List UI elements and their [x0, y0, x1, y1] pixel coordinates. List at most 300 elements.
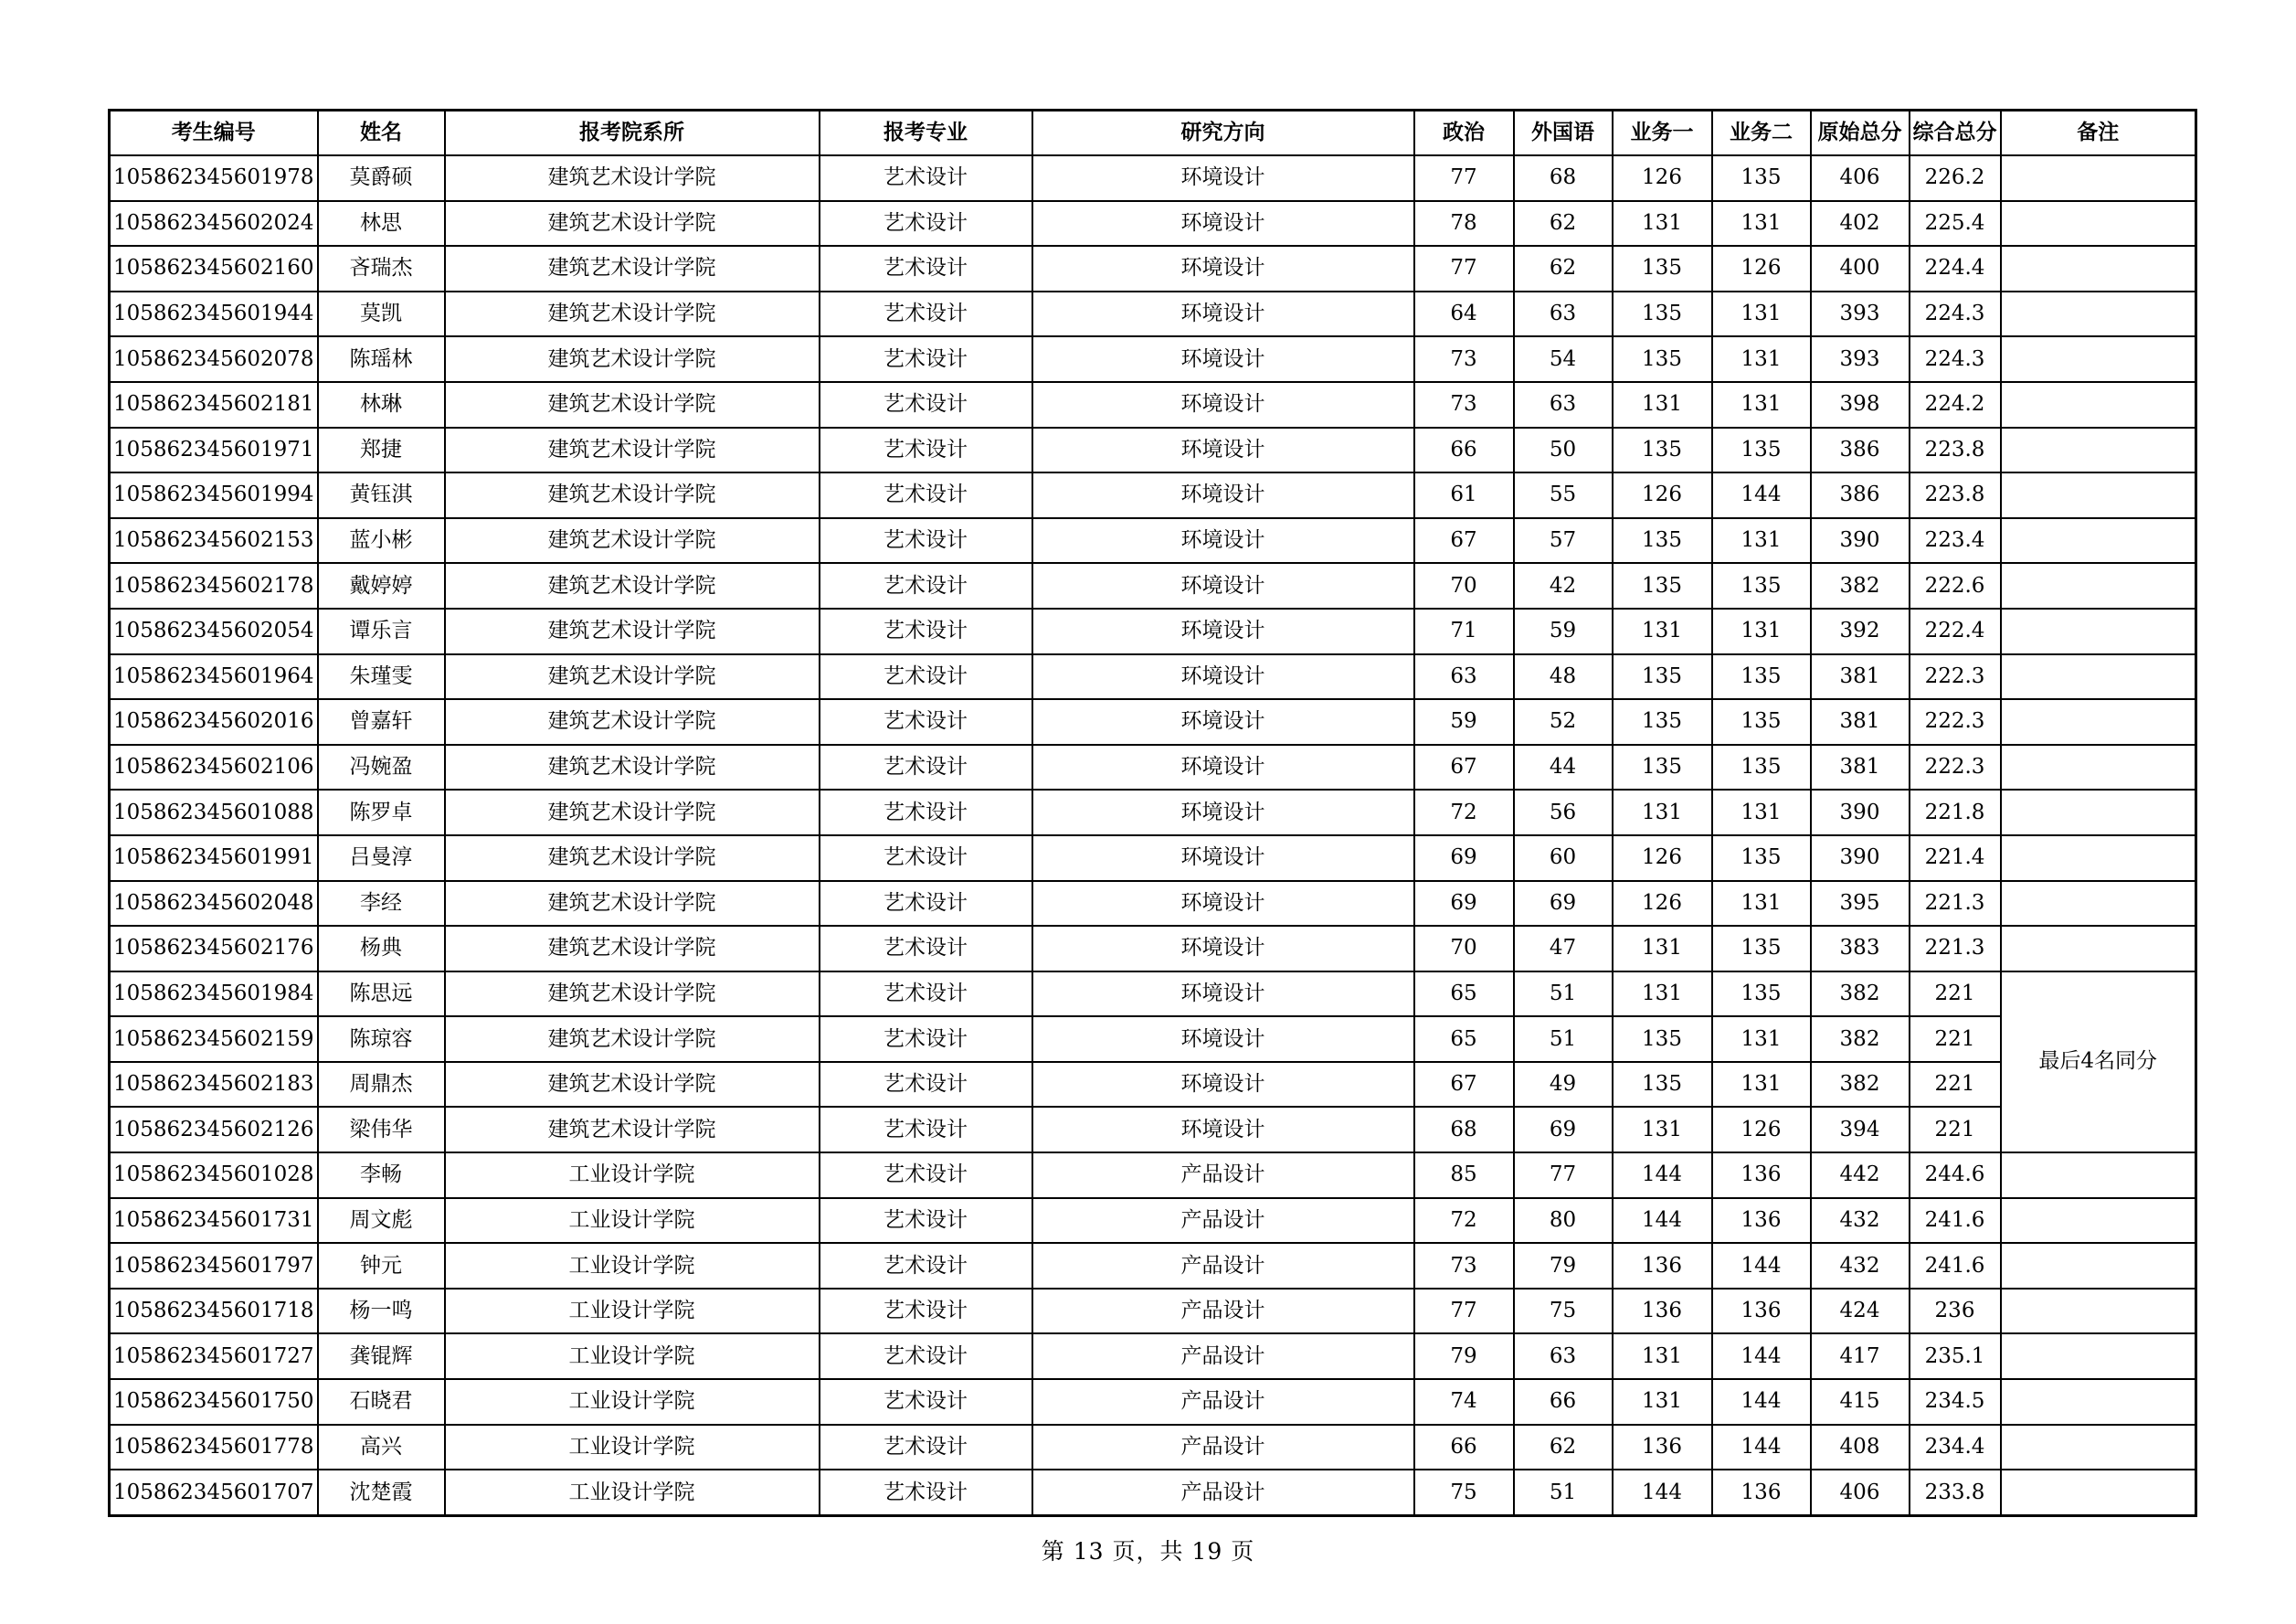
name-cell: 杨一鸣	[318, 1289, 445, 1334]
subject-1-cell: 135	[1613, 428, 1712, 473]
major-cell: 艺术设计	[820, 971, 1032, 1017]
department-cell: 工业设计学院	[445, 1333, 820, 1379]
subject-1-cell: 126	[1613, 835, 1712, 881]
table-row	[110, 1107, 2196, 1152]
research-direction-cell: 环境设计	[1032, 292, 1414, 337]
politics-cell: 75	[1414, 1470, 1514, 1515]
raw-total-cell: 395	[1811, 881, 1910, 927]
remarks-cell	[2001, 382, 2196, 428]
research-direction-cell: 产品设计	[1032, 1333, 1414, 1379]
department-cell: 建筑艺术设计学院	[445, 881, 820, 927]
subject-1-cell: 144	[1613, 1470, 1712, 1515]
raw-total-cell: 381	[1811, 654, 1910, 700]
politics-cell: 67	[1414, 518, 1514, 564]
subject-1-cell: 131	[1613, 1333, 1712, 1379]
name-cell: 杨典	[318, 926, 445, 971]
subject-2-cell: 131	[1712, 790, 1811, 835]
department-cell: 建筑艺术设计学院	[445, 201, 820, 247]
name-cell: 高兴	[318, 1425, 445, 1470]
table-row	[110, 518, 2196, 564]
header-name: 姓名	[318, 111, 445, 156]
name-cell: 朱瑾雯	[318, 654, 445, 700]
research-direction-cell: 环境设计	[1032, 609, 1414, 654]
composite-total-cell: 221	[1910, 1016, 2001, 1062]
exam-id-cell: 105862345602159	[110, 1016, 318, 1062]
name-cell: 郑捷	[318, 428, 445, 473]
politics-cell: 65	[1414, 971, 1514, 1017]
exam-id-cell: 105862345601028	[110, 1152, 318, 1198]
name-cell: 龚锟辉	[318, 1333, 445, 1379]
subject-1-cell: 135	[1613, 654, 1712, 700]
research-direction-cell: 环境设计	[1032, 201, 1414, 247]
major-cell: 艺术设计	[820, 246, 1032, 292]
foreign-language-cell: 79	[1514, 1243, 1613, 1289]
table-row	[110, 563, 2196, 609]
research-direction-cell: 环境设计	[1032, 246, 1414, 292]
subject-2-cell: 135	[1712, 699, 1811, 745]
subject-1-cell: 135	[1613, 292, 1712, 337]
foreign-language-cell: 63	[1514, 1333, 1613, 1379]
exam-id-cell: 105862345602048	[110, 881, 318, 927]
header-row	[110, 111, 2196, 156]
raw-total-cell: 432	[1811, 1243, 1910, 1289]
research-direction-cell: 环境设计	[1032, 926, 1414, 971]
foreign-language-cell: 77	[1514, 1152, 1613, 1198]
foreign-language-cell: 62	[1514, 246, 1613, 292]
exam-id-cell: 105862345602181	[110, 382, 318, 428]
subject-1-cell: 135	[1613, 518, 1712, 564]
politics-cell: 59	[1414, 699, 1514, 745]
politics-cell: 73	[1414, 382, 1514, 428]
exam-id-cell: 105862345601727	[110, 1333, 318, 1379]
foreign-language-cell: 69	[1514, 881, 1613, 927]
raw-total-cell: 406	[1811, 1470, 1910, 1515]
composite-total-cell: 222.3	[1910, 654, 2001, 700]
table-row	[110, 1289, 2196, 1334]
department-cell: 建筑艺术设计学院	[445, 1062, 820, 1108]
department-cell: 建筑艺术设计学院	[445, 1016, 820, 1062]
subject-1-cell: 136	[1613, 1289, 1712, 1334]
table-row	[110, 609, 2196, 654]
foreign-language-cell: 52	[1514, 699, 1613, 745]
department-cell: 建筑艺术设计学院	[445, 155, 820, 201]
table-row	[110, 654, 2196, 700]
raw-total-cell: 386	[1811, 472, 1910, 518]
remarks-cell	[2001, 1379, 2196, 1425]
foreign-language-cell: 48	[1514, 654, 1613, 700]
table-row	[110, 1243, 2196, 1289]
research-direction-cell: 环境设计	[1032, 1107, 1414, 1152]
remarks-cell	[2001, 336, 2196, 382]
politics-cell: 85	[1414, 1152, 1514, 1198]
exam-id-cell: 105862345601731	[110, 1198, 318, 1244]
raw-total-cell: 390	[1811, 790, 1910, 835]
header-major: 报考专业	[820, 111, 1032, 156]
department-cell: 建筑艺术设计学院	[445, 1107, 820, 1152]
remarks-cell	[2001, 518, 2196, 564]
major-cell: 艺术设计	[820, 1425, 1032, 1470]
major-cell: 艺术设计	[820, 1152, 1032, 1198]
subject-1-cell: 126	[1613, 881, 1712, 927]
major-cell: 艺术设计	[820, 201, 1032, 247]
name-cell: 沈楚霞	[318, 1470, 445, 1515]
research-direction-cell: 环境设计	[1032, 745, 1414, 791]
research-direction-cell: 环境设计	[1032, 336, 1414, 382]
subject-1-cell: 131	[1613, 1107, 1712, 1152]
department-cell: 工业设计学院	[445, 1152, 820, 1198]
research-direction-cell: 环境设计	[1032, 1016, 1414, 1062]
raw-total-cell: 417	[1811, 1333, 1910, 1379]
name-cell: 林思	[318, 201, 445, 247]
raw-total-cell: 392	[1811, 609, 1910, 654]
research-direction-cell: 环境设计	[1032, 790, 1414, 835]
subject-2-cell: 135	[1712, 563, 1811, 609]
name-cell: 周文彪	[318, 1198, 445, 1244]
exam-id-cell: 105862345601978	[110, 155, 318, 201]
major-cell: 艺术设计	[820, 518, 1032, 564]
exam-id-cell: 105862345602126	[110, 1107, 318, 1152]
foreign-language-cell: 47	[1514, 926, 1613, 971]
composite-total-cell: 234.4	[1910, 1425, 2001, 1470]
major-cell: 艺术设计	[820, 881, 1032, 927]
raw-total-cell: 402	[1811, 201, 1910, 247]
politics-cell: 71	[1414, 609, 1514, 654]
major-cell: 艺术设计	[820, 428, 1032, 473]
research-direction-cell: 环境设计	[1032, 654, 1414, 700]
composite-total-cell: 221.4	[1910, 835, 2001, 881]
raw-total-cell: 432	[1811, 1198, 1910, 1244]
politics-cell: 67	[1414, 1062, 1514, 1108]
major-cell: 艺术设计	[820, 1289, 1032, 1334]
table-row	[110, 835, 2196, 881]
foreign-language-cell: 44	[1514, 745, 1613, 791]
foreign-language-cell: 51	[1514, 1016, 1613, 1062]
subject-1-cell: 126	[1613, 472, 1712, 518]
table-row	[110, 699, 2196, 745]
header-department: 报考院系所	[445, 111, 820, 156]
politics-cell: 68	[1414, 1107, 1514, 1152]
major-cell: 艺术设计	[820, 1333, 1032, 1379]
department-cell: 工业设计学院	[445, 1425, 820, 1470]
name-cell: 莫爵硕	[318, 155, 445, 201]
department-cell: 建筑艺术设计学院	[445, 971, 820, 1017]
exam-id-cell: 105862345602183	[110, 1062, 318, 1108]
subject-2-cell: 136	[1712, 1470, 1811, 1515]
table-row	[110, 926, 2196, 971]
subject-1-cell: 136	[1613, 1425, 1712, 1470]
remarks-cell	[2001, 155, 2196, 201]
politics-cell: 74	[1414, 1379, 1514, 1425]
table-row	[110, 382, 2196, 428]
politics-cell: 66	[1414, 428, 1514, 473]
raw-total-cell: 393	[1811, 336, 1910, 382]
department-cell: 建筑艺术设计学院	[445, 292, 820, 337]
subject-1-cell: 135	[1613, 1016, 1712, 1062]
research-direction-cell: 产品设计	[1032, 1243, 1414, 1289]
raw-total-cell: 381	[1811, 745, 1910, 791]
raw-total-cell: 408	[1811, 1425, 1910, 1470]
remarks-cell	[2001, 1470, 2196, 1515]
subject-2-cell: 135	[1712, 654, 1811, 700]
subject-2-cell: 131	[1712, 382, 1811, 428]
subject-1-cell: 144	[1613, 1198, 1712, 1244]
major-cell: 艺术设计	[820, 1016, 1032, 1062]
research-direction-cell: 环境设计	[1032, 382, 1414, 428]
subject-1-cell: 144	[1613, 1152, 1712, 1198]
subject-2-cell: 135	[1712, 835, 1811, 881]
remarks-cell	[2001, 654, 2196, 700]
exam-id-cell: 105862345601991	[110, 835, 318, 881]
composite-total-cell: 223.8	[1910, 428, 2001, 473]
composite-total-cell: 222.6	[1910, 563, 2001, 609]
table-row	[110, 1198, 2196, 1244]
politics-cell: 61	[1414, 472, 1514, 518]
politics-cell: 70	[1414, 563, 1514, 609]
table-body	[110, 155, 2196, 1515]
raw-total-cell: 400	[1811, 246, 1910, 292]
composite-total-cell: 221.3	[1910, 881, 2001, 927]
foreign-language-cell: 62	[1514, 201, 1613, 247]
foreign-language-cell: 51	[1514, 971, 1613, 1017]
foreign-language-cell: 54	[1514, 336, 1613, 382]
research-direction-cell: 产品设计	[1032, 1425, 1414, 1470]
remarks-cell	[2001, 790, 2196, 835]
table-row	[110, 790, 2196, 835]
department-cell: 建筑艺术设计学院	[445, 563, 820, 609]
composite-total-cell: 224.3	[1910, 292, 2001, 337]
remarks-cell	[2001, 926, 2196, 971]
table-row	[110, 292, 2196, 337]
major-cell: 艺术设计	[820, 1107, 1032, 1152]
research-direction-cell: 环境设计	[1032, 472, 1414, 518]
composite-total-cell: 221	[1910, 1062, 2001, 1108]
composite-total-cell: 225.4	[1910, 201, 2001, 247]
politics-cell: 63	[1414, 654, 1514, 700]
department-cell: 建筑艺术设计学院	[445, 472, 820, 518]
major-cell: 艺术设计	[820, 292, 1032, 337]
subject-2-cell: 135	[1712, 155, 1811, 201]
remarks-cell	[2001, 563, 2196, 609]
table-row	[110, 246, 2196, 292]
research-direction-cell: 产品设计	[1032, 1470, 1414, 1515]
subject-1-cell: 131	[1613, 1379, 1712, 1425]
department-cell: 建筑艺术设计学院	[445, 835, 820, 881]
major-cell: 艺术设计	[820, 1198, 1032, 1244]
remarks-cell	[2001, 699, 2196, 745]
major-cell: 艺术设计	[820, 1062, 1032, 1108]
composite-total-cell: 235.1	[1910, 1333, 2001, 1379]
politics-cell: 72	[1414, 790, 1514, 835]
research-direction-cell: 环境设计	[1032, 428, 1414, 473]
department-cell: 建筑艺术设计学院	[445, 518, 820, 564]
remarks-cell	[2001, 472, 2196, 518]
research-direction-cell: 环境设计	[1032, 971, 1414, 1017]
raw-total-cell: 424	[1811, 1289, 1910, 1334]
subject-2-cell: 144	[1712, 1243, 1811, 1289]
department-cell: 建筑艺术设计学院	[445, 609, 820, 654]
major-cell: 艺术设计	[820, 835, 1032, 881]
remarks-cell	[2001, 835, 2196, 881]
major-cell: 艺术设计	[820, 654, 1032, 700]
subject-1-cell: 135	[1613, 745, 1712, 791]
subject-2-cell: 136	[1712, 1198, 1811, 1244]
remarks-cell	[2001, 881, 2196, 927]
foreign-language-cell: 68	[1514, 155, 1613, 201]
subject-2-cell: 144	[1712, 1379, 1811, 1425]
exam-id-cell: 105862345602153	[110, 518, 318, 564]
composite-total-cell: 226.2	[1910, 155, 2001, 201]
research-direction-cell: 环境设计	[1032, 881, 1414, 927]
name-cell: 周鼎杰	[318, 1062, 445, 1108]
exam-id-cell: 105862345601707	[110, 1470, 318, 1515]
name-cell: 李畅	[318, 1152, 445, 1198]
name-cell: 陈罗卓	[318, 790, 445, 835]
table-header	[110, 111, 2196, 156]
composite-total-cell: 224.4	[1910, 246, 2001, 292]
research-direction-cell: 产品设计	[1032, 1152, 1414, 1198]
composite-total-cell: 221.8	[1910, 790, 2001, 835]
department-cell: 建筑艺术设计学院	[445, 382, 820, 428]
table-row	[110, 1016, 2196, 1062]
major-cell: 艺术设计	[820, 1243, 1032, 1289]
composite-total-cell: 221.3	[1910, 926, 2001, 971]
foreign-language-cell: 51	[1514, 1470, 1613, 1515]
raw-total-cell: 382	[1811, 1016, 1910, 1062]
exam-id-cell: 105862345601718	[110, 1289, 318, 1334]
subject-1-cell: 131	[1613, 201, 1712, 247]
name-cell: 黄钰淇	[318, 472, 445, 518]
raw-total-cell: 381	[1811, 699, 1910, 745]
subject-2-cell: 131	[1712, 881, 1811, 927]
exam-id-cell: 105862345601797	[110, 1243, 318, 1289]
table-row	[110, 1333, 2196, 1379]
score-table	[108, 109, 2197, 1517]
department-cell: 建筑艺术设计学院	[445, 699, 820, 745]
composite-total-cell: 241.6	[1910, 1243, 2001, 1289]
remarks-cell	[2001, 1198, 2196, 1244]
subject-2-cell: 136	[1712, 1152, 1811, 1198]
header-remarks: 备注	[2001, 111, 2196, 156]
composite-total-cell: 222.3	[1910, 699, 2001, 745]
politics-cell: 67	[1414, 745, 1514, 791]
composite-total-cell: 223.4	[1910, 518, 2001, 564]
raw-total-cell: 394	[1811, 1107, 1910, 1152]
exam-id-cell: 105862345601088	[110, 790, 318, 835]
name-cell: 石晓君	[318, 1379, 445, 1425]
politics-cell: 65	[1414, 1016, 1514, 1062]
raw-total-cell: 386	[1811, 428, 1910, 473]
remarks-cell	[2001, 745, 2196, 791]
raw-total-cell: 406	[1811, 155, 1910, 201]
composite-total-cell: 224.2	[1910, 382, 2001, 428]
subject-1-cell: 131	[1613, 609, 1712, 654]
name-cell: 李经	[318, 881, 445, 927]
subject-2-cell: 144	[1712, 1333, 1811, 1379]
subject-2-cell: 131	[1712, 609, 1811, 654]
subject-2-cell: 135	[1712, 926, 1811, 971]
exam-id-cell: 105862345602078	[110, 336, 318, 382]
subject-1-cell: 131	[1613, 382, 1712, 428]
foreign-language-cell: 56	[1514, 790, 1613, 835]
subject-2-cell: 126	[1712, 246, 1811, 292]
subject-1-cell: 135	[1613, 246, 1712, 292]
foreign-language-cell: 49	[1514, 1062, 1613, 1108]
remarks-cell	[2001, 1333, 2196, 1379]
subject-2-cell: 126	[1712, 1107, 1811, 1152]
subject-1-cell: 131	[1613, 971, 1712, 1017]
header-research-direction: 研究方向	[1032, 111, 1414, 156]
name-cell: 冯婉盈	[318, 745, 445, 791]
composite-total-cell: 244.6	[1910, 1152, 2001, 1198]
subject-1-cell: 135	[1613, 336, 1712, 382]
department-cell: 建筑艺术设计学院	[445, 428, 820, 473]
remarks-cell	[2001, 609, 2196, 654]
raw-total-cell: 382	[1811, 971, 1910, 1017]
department-cell: 工业设计学院	[445, 1470, 820, 1515]
table-row	[110, 881, 2196, 927]
research-direction-cell: 环境设计	[1032, 699, 1414, 745]
name-cell: 莫凯	[318, 292, 445, 337]
politics-cell: 77	[1414, 246, 1514, 292]
composite-total-cell: 234.5	[1910, 1379, 2001, 1425]
major-cell: 艺术设计	[820, 382, 1032, 428]
research-direction-cell: 环境设计	[1032, 518, 1414, 564]
subject-2-cell: 135	[1712, 428, 1811, 473]
subject-1-cell: 126	[1613, 155, 1712, 201]
subject-2-cell: 131	[1712, 1062, 1811, 1108]
subject-1-cell: 135	[1613, 699, 1712, 745]
page-number-footer: 第 13 页，共 19 页	[1041, 1538, 1255, 1565]
exam-id-cell: 105862345601984	[110, 971, 318, 1017]
header-foreign-language: 外国语	[1514, 111, 1613, 156]
major-cell: 艺术设计	[820, 472, 1032, 518]
major-cell: 艺术设计	[820, 1470, 1032, 1515]
major-cell: 艺术设计	[820, 155, 1032, 201]
politics-cell: 69	[1414, 881, 1514, 927]
subject-2-cell: 135	[1712, 745, 1811, 791]
foreign-language-cell: 50	[1514, 428, 1613, 473]
table-row	[110, 472, 2196, 518]
composite-total-cell: 233.8	[1910, 1470, 2001, 1515]
major-cell: 艺术设计	[820, 745, 1032, 791]
major-cell: 艺术设计	[820, 790, 1032, 835]
name-cell: 曾嘉轩	[318, 699, 445, 745]
exam-id-cell: 105862345602160	[110, 246, 318, 292]
research-direction-cell: 环境设计	[1032, 835, 1414, 881]
politics-cell: 72	[1414, 1198, 1514, 1244]
raw-total-cell: 415	[1811, 1379, 1910, 1425]
foreign-language-cell: 80	[1514, 1198, 1613, 1244]
name-cell: 蓝小彬	[318, 518, 445, 564]
foreign-language-cell: 55	[1514, 472, 1613, 518]
subject-1-cell: 136	[1613, 1243, 1712, 1289]
subject-1-cell: 131	[1613, 790, 1712, 835]
major-cell: 艺术设计	[820, 699, 1032, 745]
department-cell: 工业设计学院	[445, 1379, 820, 1425]
subject-2-cell: 131	[1712, 1016, 1811, 1062]
table-row	[110, 745, 2196, 791]
raw-total-cell: 383	[1811, 926, 1910, 971]
raw-total-cell: 382	[1811, 563, 1910, 609]
politics-cell: 69	[1414, 835, 1514, 881]
foreign-language-cell: 75	[1514, 1289, 1613, 1334]
exam-id-cell: 105862345601994	[110, 472, 318, 518]
composite-total-cell: 224.3	[1910, 336, 2001, 382]
major-cell: 艺术设计	[820, 1379, 1032, 1425]
remarks-cell	[2001, 292, 2196, 337]
foreign-language-cell: 57	[1514, 518, 1613, 564]
exam-id-cell: 105862345602016	[110, 699, 318, 745]
